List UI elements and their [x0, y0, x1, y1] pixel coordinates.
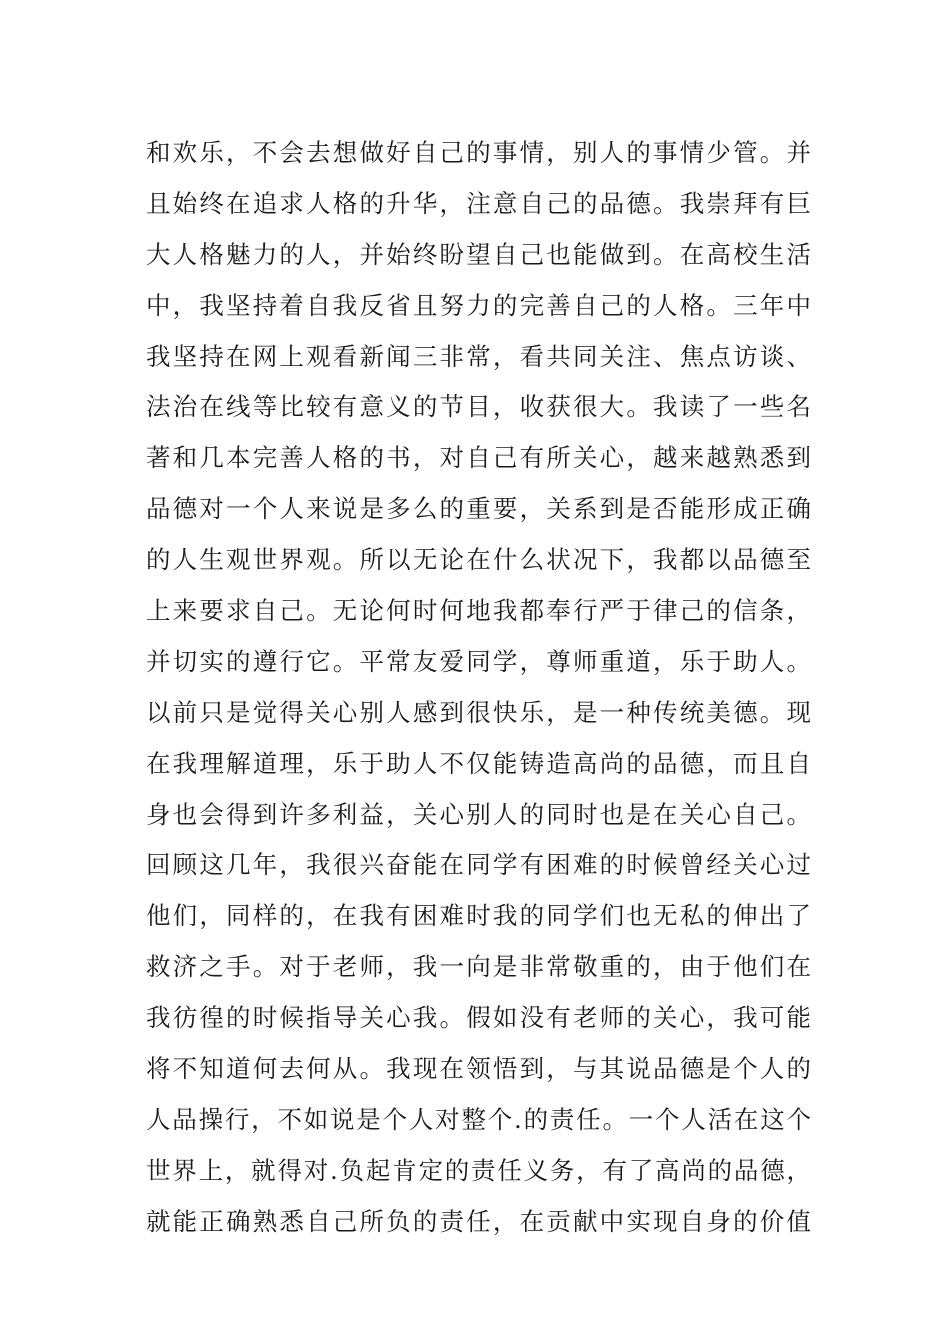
text-line: 将不知道何去何从。我现在领悟到，与其说品德是个人的 — [146, 1054, 811, 1084]
text-line: 并切实的遵行它。平常友爱同学，尊师重道，乐于助人。 — [146, 646, 811, 676]
text-line: 以前只是觉得关心别人感到很快乐，是一种传统美德。现 — [146, 697, 811, 727]
text-line: 品德对一个人来说是多么的重要，关系到是否能形成正确 — [146, 494, 811, 524]
text-line: 人品操行，不如说是个人对整个.的责任。一个人活在这个 — [146, 1104, 811, 1134]
text-line: 他们，同样的，在我有困难时我的同学们也无私的伸出了 — [146, 901, 811, 931]
body-paragraph — [146, 128, 811, 1248]
text-line: 身也会得到许多利益，关心别人的同时也是在关心自己。 — [146, 799, 811, 829]
text-line: 的人生观世界观。所以无论在什么状况下，我都以品德至 — [146, 545, 811, 575]
text-line: 在我理解道理，乐于助人不仅能铸造高尚的品德，而且自 — [146, 748, 811, 778]
text-line: 著和几本完善人格的书，对自己有所关心，越来越熟悉到 — [146, 443, 811, 473]
text-line: 上来要求自己。无论何时何地我都奉行严于律己的信条， — [146, 596, 811, 626]
text-line: 世界上，就得对.负起肯定的责任义务，有了高尚的品德， — [146, 1155, 811, 1185]
text-line: 且始终在追求人格的升华，注意自己的品德。我崇拜有巨 — [146, 188, 811, 218]
text-line: 救济之手。对于老师，我一向是非常敬重的，由于他们在 — [146, 952, 811, 982]
text-line: 我彷徨的时候指导关心我。假如没有老师的关心，我可能 — [146, 1003, 811, 1033]
text-line: 回顾这几年，我很兴奋能在同学有困难的时候曾经关心过 — [146, 850, 811, 880]
text-line: 和欢乐，不会去想做好自己的事情，别人的事情少管。并 — [146, 138, 811, 167]
text-line: 我坚持在网上观看新闻三非常，看共同关注、焦点访谈、 — [146, 341, 811, 371]
text-line: 中，我坚持着自我反省且努力的完善自己的人格。三年中 — [146, 290, 811, 320]
text-line: 大人格魅力的人，并始终盼望自己也能做到。在高校生活 — [146, 239, 811, 269]
text-line: 就能正确熟悉自己所负的责任，在贡献中实现自身的价值 — [146, 1206, 811, 1236]
text-line: 法治在线等比较有意义的节目，收获很大。我读了一些名 — [146, 392, 811, 422]
